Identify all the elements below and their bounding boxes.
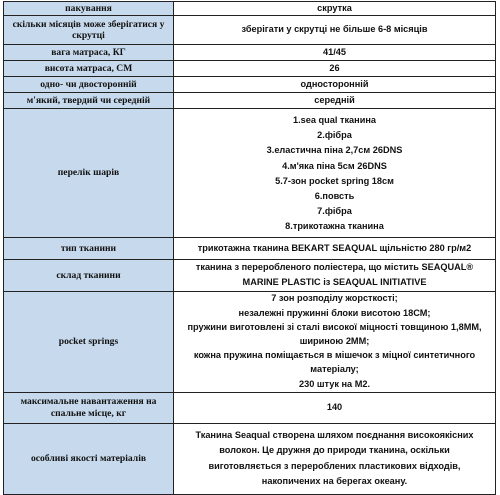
- table-row: [4, 392, 496, 423]
- row-value: зберігати у скрутці не більше 6-8 місяців: [174, 16, 496, 45]
- row-label: одно- чи двосторонній: [4, 77, 174, 93]
- table-row: [4, 291, 496, 392]
- mattress-spec-table: [3, 1, 496, 495]
- row-label: пакування: [4, 2, 174, 16]
- table-row: [4, 2, 496, 16]
- row-value: 26: [174, 61, 496, 77]
- layer-item: 4.м'яка піна 5см 26DNS: [282, 160, 387, 171]
- row-label: pocket springs: [4, 291, 174, 392]
- layer-item: 2.фібра: [317, 130, 352, 141]
- row-value: 140: [174, 392, 496, 423]
- value-line: виготовляється з перероблених пластикових відходів,: [208, 460, 461, 471]
- row-value: трикотажна тканина BEKART SEAQUAL щільністю 280 гр/м2: [174, 237, 496, 259]
- value-line: 230 штук на М2.: [298, 378, 371, 389]
- table-row: [4, 237, 496, 259]
- row-label: м'який, твердий чи середній: [4, 93, 174, 109]
- value-line: кожна пружина поміщається в мішечок з міцної синтетичного: [193, 350, 476, 361]
- row-label: перелік шарів: [4, 109, 174, 238]
- value-line: незалежні пружинні блоки висотою 18СМ;: [238, 307, 431, 318]
- row-label: висота матраса, СМ: [4, 61, 174, 77]
- row-label: особливі якості матеріалів: [4, 423, 174, 494]
- table-row: [4, 109, 496, 238]
- value-line: Тканина Seaqual створена шляхом поєднання високоякісних: [195, 430, 474, 441]
- layer-item: 5.7-зон pocket spring 18см: [275, 175, 394, 186]
- row-value: [174, 259, 496, 291]
- table-row: [4, 77, 496, 93]
- value-line: MARINE PLASTIC із SEAQUAL INITIATIVE: [242, 276, 427, 287]
- value-line: накопичених на берегах океану.: [261, 475, 408, 486]
- value-line: пружини виготовлені зі сталі високої міцності товщиною 1,8ММ,: [187, 321, 482, 332]
- row-value: [174, 291, 496, 392]
- row-value: 41/45: [174, 45, 496, 61]
- row-label: максимальне навантаження на спальне місце, кг: [4, 392, 174, 423]
- value-line: матеріалу;: [310, 364, 359, 375]
- layer-item: 1.sea qual тканина: [292, 115, 377, 125]
- layer-item: 6.повсть: [314, 191, 355, 202]
- value-line: 7 зон розподілу жорсткості;: [271, 293, 398, 304]
- row-value: [174, 423, 496, 494]
- table-row: [4, 423, 496, 494]
- layer-item: 7.фібра: [317, 206, 352, 217]
- table-row: [4, 61, 496, 77]
- value-line: тканина з переробленого поліестера, що містить SEAQUAL®: [195, 262, 474, 273]
- table-row: [4, 259, 496, 291]
- row-label: скільки місяців може зберігатися у скрутці: [4, 16, 174, 45]
- table-row: [4, 45, 496, 61]
- layer-item: 8.трикотажна тканина: [285, 221, 384, 232]
- row-value: скрутка: [174, 2, 496, 16]
- value-line: шириною 2ММ;: [299, 336, 370, 347]
- value-line: волокон. Це дружня до природи тканина, оскільки: [219, 445, 450, 456]
- row-value: односторонній: [174, 77, 496, 93]
- row-value: середній: [174, 93, 496, 109]
- row-value: [174, 109, 496, 238]
- row-label: склад тканини: [4, 259, 174, 291]
- layer-item: 3.еластична піна 2,7см 26DNS: [266, 145, 403, 156]
- table-row: [4, 16, 496, 45]
- row-label: вага матраса, КГ: [4, 45, 174, 61]
- row-label: тип тканини: [4, 237, 174, 259]
- table-row: [4, 93, 496, 109]
